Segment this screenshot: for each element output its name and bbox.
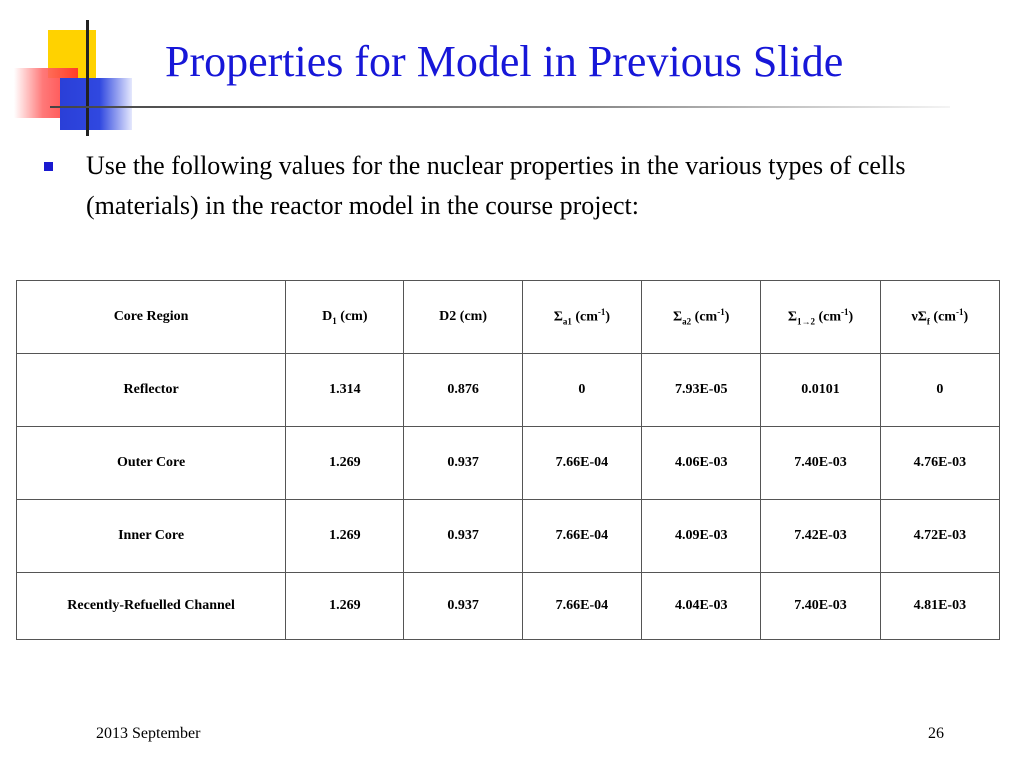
cell-sigma-a2: 4.04E-03 (642, 573, 761, 640)
header-core-region: Core Region (17, 281, 286, 354)
cell-region: Recently-Refuelled Channel (17, 573, 286, 640)
cell-d1: 1.269 (286, 573, 404, 640)
cell-sigma-a2: 7.93E-05 (642, 354, 761, 427)
cell-nu-sigma-f: 4.76E-03 (880, 427, 999, 500)
bullet-item (44, 146, 944, 226)
cell-d2: 0.937 (404, 573, 522, 640)
cell-sigma-a1: 0 (522, 354, 641, 427)
header-d2: D2 (cm) (404, 281, 522, 354)
cell-d1: 1.314 (286, 354, 404, 427)
table-row (17, 573, 1000, 640)
cell-d2: 0.937 (404, 500, 522, 573)
cell-region: Inner Core (17, 500, 286, 573)
cell-sigma-1-to-2: 7.40E-03 (761, 573, 880, 640)
cell-sigma-1-to-2: 7.40E-03 (761, 427, 880, 500)
cell-sigma-a1: 7.66E-04 (522, 500, 641, 573)
cell-sigma-a2: 4.06E-03 (642, 427, 761, 500)
cell-sigma-1-to-2: 7.42E-03 (761, 500, 880, 573)
logo-vertical-line (86, 20, 89, 136)
table-row (17, 354, 1000, 427)
bullet-text: Use the following values for the nuclear properties in the various types of cells (materials) in the reactor model in the course project: (86, 151, 906, 220)
header-nu-sigma-f: $\nu\Sigma_f$ $(cm^{-1})$ (880, 281, 999, 354)
table-row (17, 500, 1000, 573)
cell-sigma-a1: 7.66E-04 (522, 573, 641, 640)
cell-sigma-a1: 7.66E-04 (522, 427, 641, 500)
cell-sigma-a2: 4.09E-03 (642, 500, 761, 573)
header-sigma-a2: $\Sigma_{a2}$ $(cm^{-1})$ (642, 281, 761, 354)
header-sigma-a1: $\Sigma_{a1}$ $(cm^{-1})$ (522, 281, 641, 354)
cell-d2: 0.937 (404, 427, 522, 500)
cell-region: Outer Core (17, 427, 286, 500)
cell-nu-sigma-f: 4.81E-03 (880, 573, 999, 640)
table-header-row (17, 281, 1000, 354)
logo-blue-square (60, 78, 132, 130)
cell-d2: 0.876 (404, 354, 522, 427)
cell-nu-sigma-f: 0 (880, 354, 999, 427)
header-d1: $D_1$ (cm) (286, 281, 404, 354)
title-underline (50, 106, 950, 108)
footer-date: 2013 September (96, 725, 201, 742)
cell-sigma-1-to-2: 0.0101 (761, 354, 880, 427)
header-sigma-1-to-2: $\Sigma_{1\to 2}$ $(cm^{-1})$ (761, 281, 880, 354)
page-number: 26 (928, 725, 944, 742)
cell-d1: 1.269 (286, 500, 404, 573)
cell-d1: 1.269 (286, 427, 404, 500)
cell-region: Reflector (17, 354, 286, 427)
slide-title: Properties for Model in Previous Slide (165, 37, 844, 86)
table-row (17, 427, 1000, 500)
properties-table (16, 280, 1000, 640)
bullet-square-icon (44, 162, 53, 171)
cell-nu-sigma-f: 4.72E-03 (880, 500, 999, 573)
